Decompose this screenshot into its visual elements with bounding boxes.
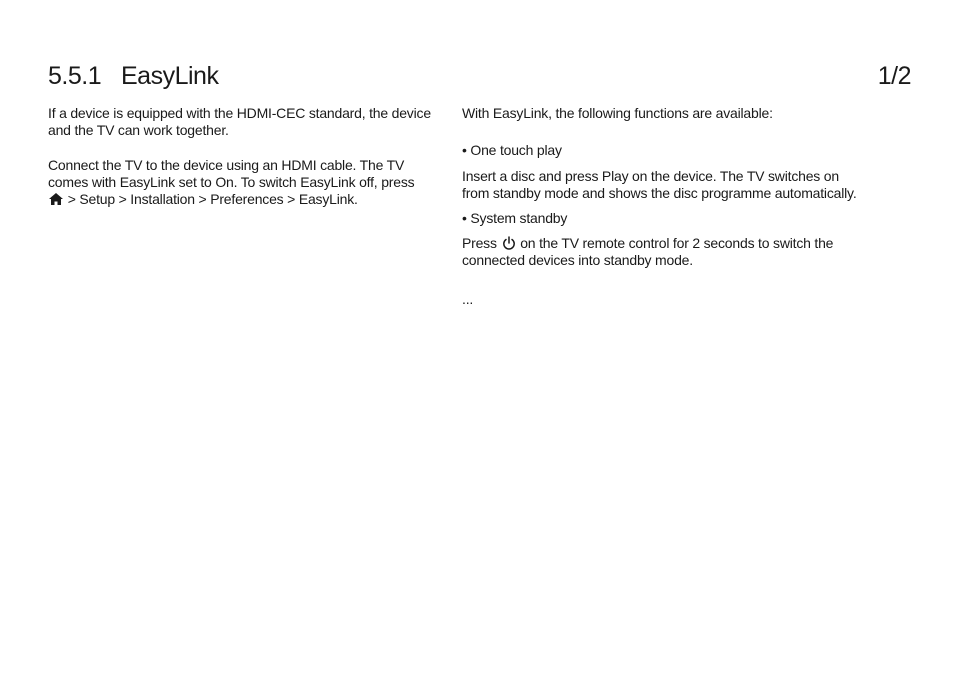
page-title: EasyLink (121, 62, 219, 90)
continuation-marker: ... (462, 291, 474, 307)
connect-text: Connect the TV to the device using an HDMI cable. The TV comes with EasyLink set to On. To switch EasyLink off, press (48, 157, 415, 190)
power-icon (501, 236, 517, 250)
left-column (48, 105, 433, 208)
standby-text-after: on the TV remote control for 2 seconds to switch the connected devices into standby mode. (462, 235, 834, 268)
intro-paragraph: If a device is equipped with the HDMI-CEC standard, the device and the TV can work together. (48, 105, 431, 138)
system-standby-heading: • System standby (462, 210, 568, 226)
section-number: 5.5.1 (48, 62, 102, 90)
system-standby-text (462, 235, 857, 269)
page-indicator: 1/2 (877, 62, 911, 90)
home-icon (48, 192, 64, 206)
standby-text-before: Press (462, 235, 497, 251)
right-column (462, 105, 857, 308)
connect-paragraph (48, 157, 433, 208)
menu-path: > Setup > Installation > Preferences > EasyLink. (67, 191, 358, 207)
functions-intro: With EasyLink, the following functions are available: (462, 105, 773, 121)
one-touch-play-text: Insert a disc and press Play on the device. The TV switches on from standby mode and shows the disc programme automatically. (462, 168, 857, 201)
one-touch-play-heading: • One touch play (462, 142, 562, 158)
